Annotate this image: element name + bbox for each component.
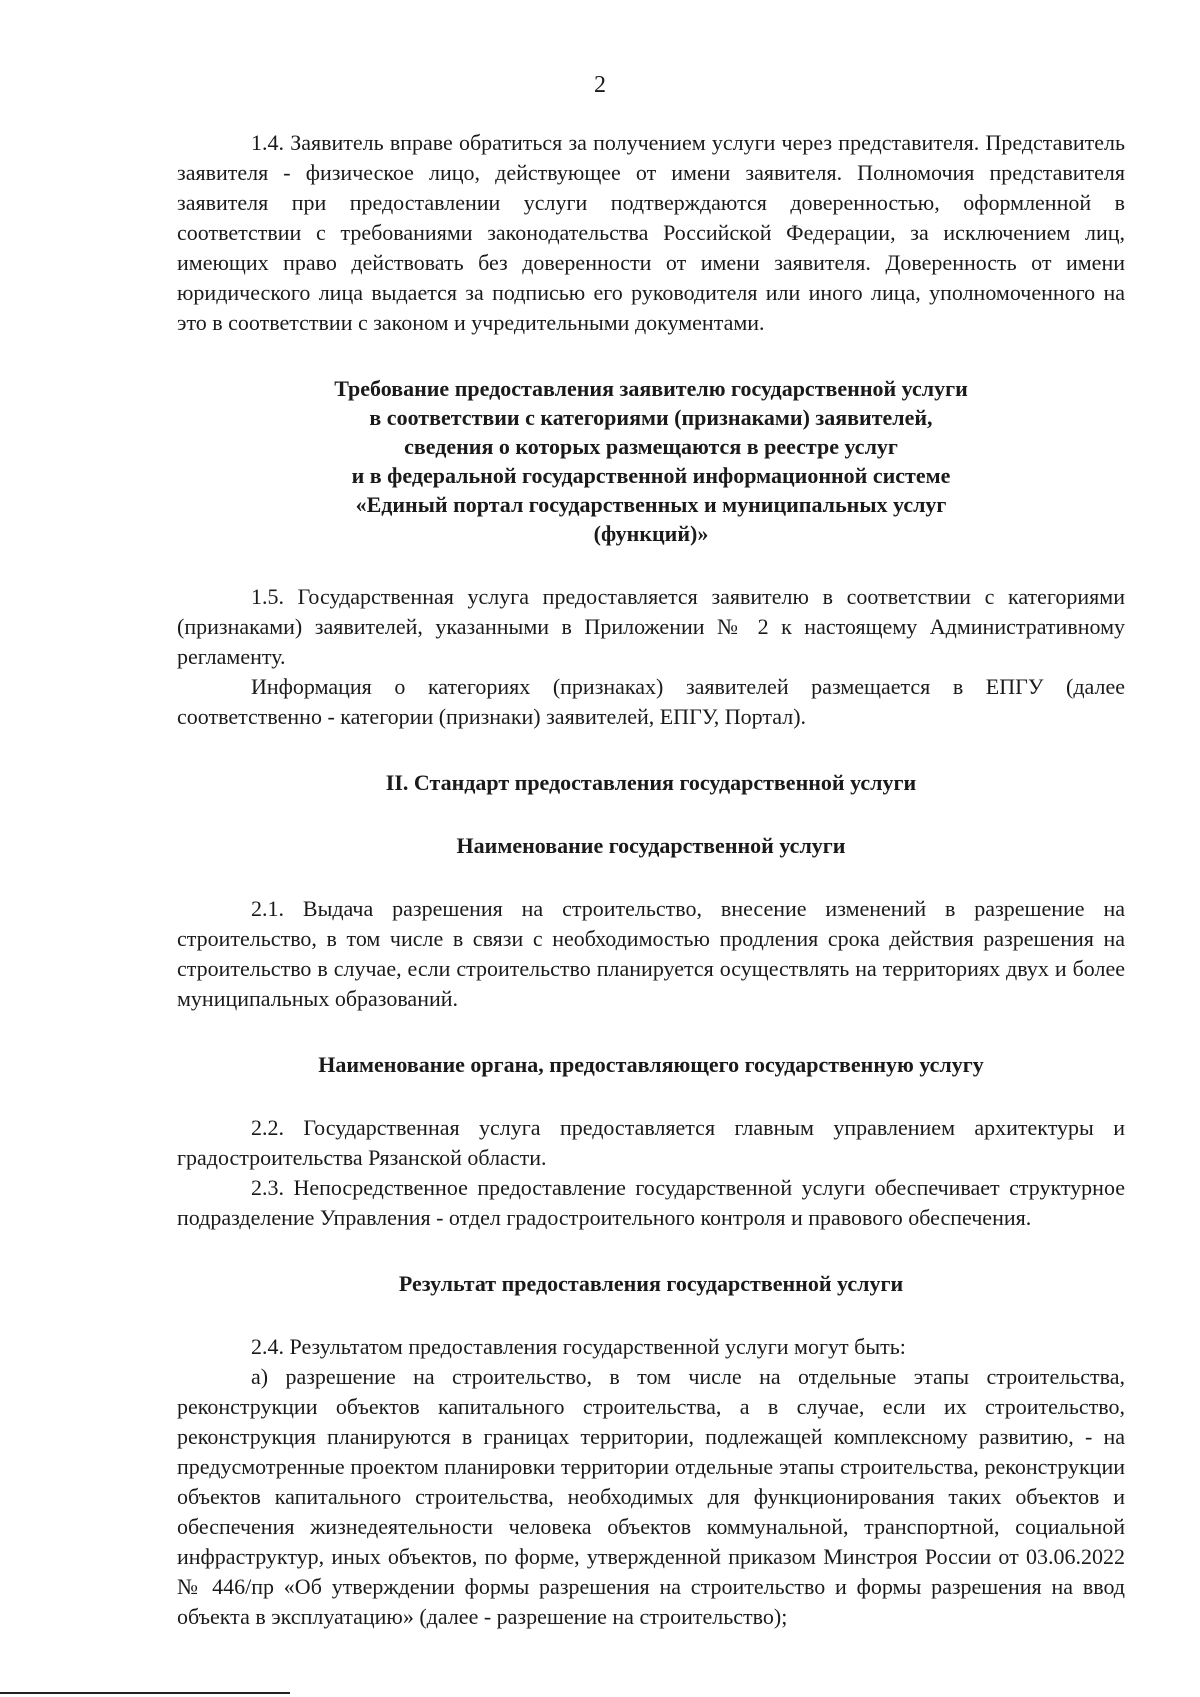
heading-result: Результат предоставления государственной услуги [398,1271,904,1296]
paragraph-2-1: 2.1. Выдача разрешения на строительство, внесение изменений в разрешение на строительство, в том числе в связи с необходимостью продления срока действия разрешения на строительство в случае, если строительство планируется осуществлять на территориях двух и более муниципальных образований. [177,896,1125,1011]
heading-requirement-line-1: Требование предоставления заявителю государственной услуги [334,376,968,401]
section-2-title: II. Стандарт предоставления государственной услуги [385,770,917,795]
heading-service-name: Наименование государственной услуги [456,833,846,858]
heading-authority: Наименование органа, предоставляющего государственную услугу [318,1052,984,1077]
heading-requirement-line-4: и в федеральной государственной информационной системе [351,463,951,488]
footnote-divider [0,1692,290,1694]
paragraph-1-4: 1.4. Заявитель вправе обратиться за получением услуги через представителя. Представитель заявителя - физическое лицо, действующее от имени заявителя. Полномочия представителя заявителя при предоставлении услуги подтверждаются доверенностью, оформленной в соответствии с требованиями законодательства Российской Федерации, за исключением лиц, имеющих право действовать без доверенности от имени заявителя. Доверенность от имени юридического лица выдается за подписью его руководителя или иного лица, уполномоченного на это в соответствии с законом и учредительными документами. [177,130,1125,335]
document-body [177,128,1125,1632]
paragraph-2-4: 2.4. Результатом предоставления государственной услуги могут быть: [251,1334,906,1359]
paragraph-1-5: 1.5. Государственная услуга предоставляется заявителю в соответствии с категориями (признаками) заявителей, указанными в Приложении № 2 к настоящему Административному регламенту. [177,584,1125,669]
heading-requirement [177,374,1125,548]
page-number: 2 [594,72,606,98]
heading-requirement-line-3: сведения о которых размещаются в реестре услуг [404,434,898,459]
heading-requirement-line-6: (функций)» [593,521,709,546]
paragraph-2-2: 2.2. Государственная услуга предоставляется главным управлением архитектуры и градостроительства Рязанской области. [177,1115,1125,1170]
heading-requirement-line-5: «Единый портал государственных и муниципальных услуг [355,492,947,517]
heading-requirement-line-2: в соответствии с категориями (признаками) заявителей, [369,405,933,430]
paragraph-info: Информация о категориях (признаках) заявителей размещается в ЕПГУ (далее соответственно - категории (признаки) заявителей, ЕПГУ, Портал). [177,674,1125,729]
paragraph-2-3: 2.3. Непосредственное предоставление государственной услуги обеспечивает структурное подразделение Управления - отдел градостроительного контроля и правового обеспечения. [177,1175,1125,1230]
paragraph-2-4-a: а) разрешение на строительство, в том числе на отдельные этапы строительства, реконструкции объектов капитального строительства, а в случае, если их строительство, реконструкция планируются в границах территории, подлежащей комплексному развитию, - на предусмотренные проектом планировки территории отдельные этапы строительства, реконструкции объектов капитального строительства, необходимых для функционирования таких объектов и обеспечения жизнедеятельности человека объектов коммунальной, транспортной, социальной инфраструктур, иных объектов, по форме, утвержденной приказом Минстроя России от 03.06.2022 № 446/пр «Об утверждении формы разрешения на строительство и формы разрешения на ввод объекта в эксплуатацию» (далее - разрешение на строительство); [177,1364,1125,1629]
